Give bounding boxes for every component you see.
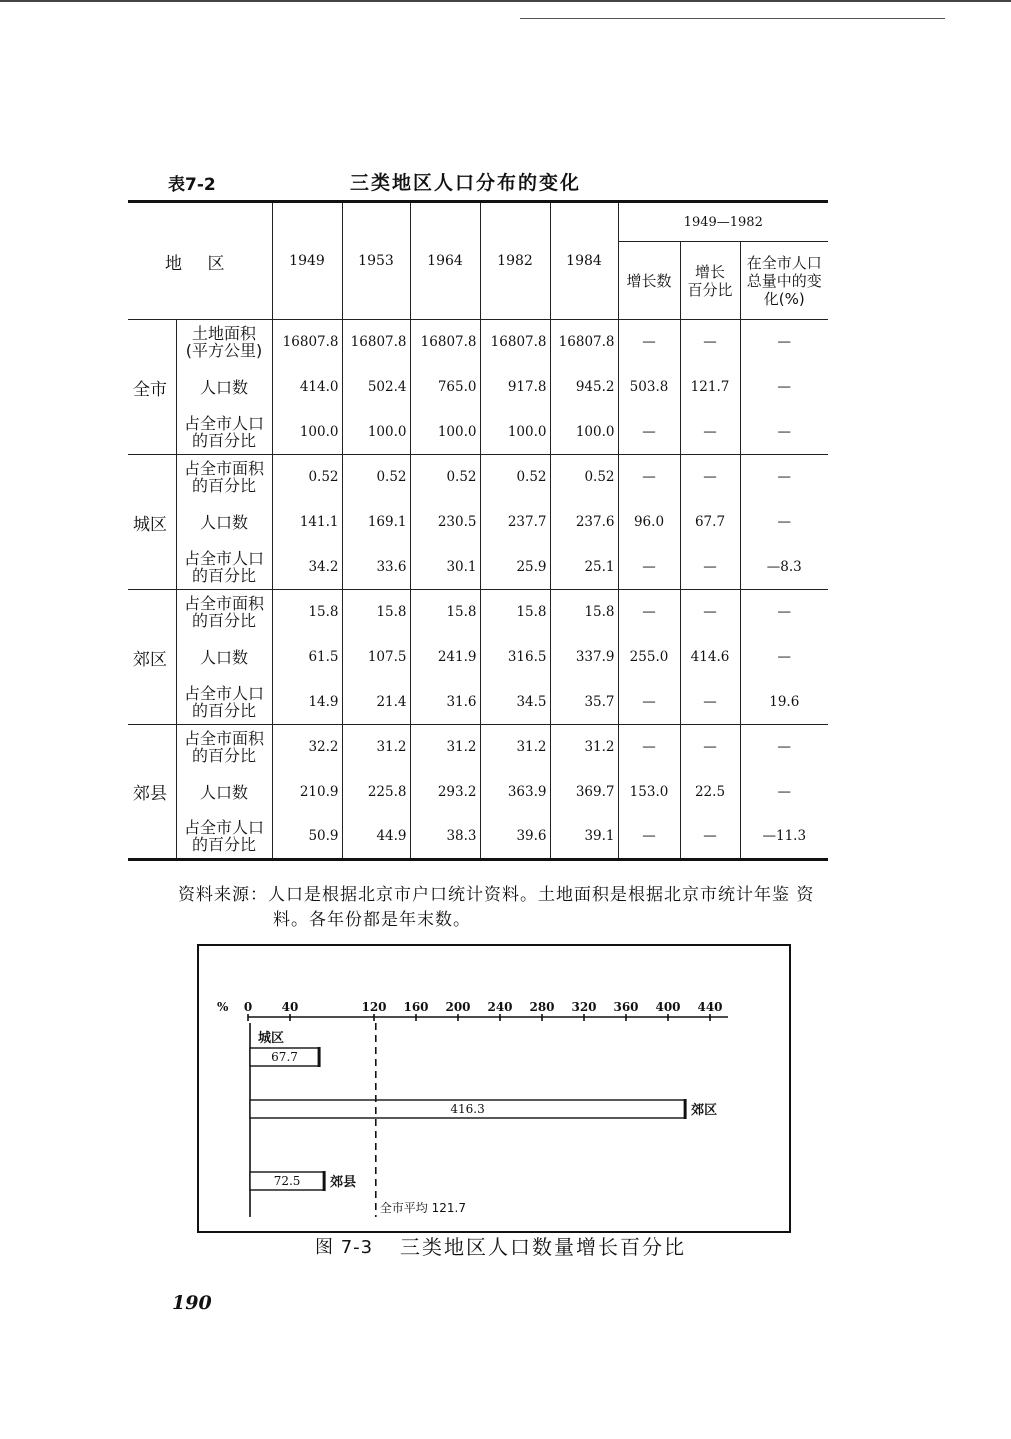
item-label-line: 的百分比 [191,476,256,496]
growth-pct-cell: — [680,725,740,770]
value-cell-1949: 100.0 [272,410,342,455]
item-label-line: 占全市人口 [183,548,264,568]
value-cell-1949: 50.9 [272,815,342,860]
header-rule [520,18,945,19]
header-change-line: 在全市人口 [746,253,822,272]
value-cell-1982: 316.5 [480,635,550,680]
growth-cell: 153.0 [618,770,680,815]
table-row [128,320,828,365]
growth-pct-cell: — [680,320,740,365]
header-year-1953: 1953 [342,202,410,320]
header-growth-pct [680,242,740,320]
x-axis-unit: % [217,1000,229,1014]
growth-cell: 503.8 [618,365,680,410]
growth-cell: 255.0 [618,635,680,680]
item-label-line: 人口数 [199,377,248,397]
item-label [176,590,272,635]
header-period: 1949—1982 [618,202,828,242]
growth-cell: — [618,455,680,500]
item-label-line: 占全市面积 [183,594,264,614]
item-label [176,545,272,590]
change-cell: — [740,770,828,815]
value-cell-1964: 31.2 [410,725,480,770]
value-cell-1982: 34.5 [480,680,550,725]
value-cell-1964: 241.9 [410,635,480,680]
value-cell-1982: 31.2 [480,725,550,770]
item-label [176,365,272,410]
bar-category-label: 郊县 [330,1175,357,1190]
value-cell-1953: 0.52 [342,455,410,500]
source-note-line: 人口是根据北京市户口统计资料。土地面积是根据北京市统计年鉴 资 [268,885,815,905]
x-tick-label: 240 [487,1000,513,1014]
bar-value-label: 67.7 [271,1050,298,1064]
value-cell-1953: 15.8 [342,590,410,635]
growth-cell: — [618,545,680,590]
growth-pct-cell: 414.6 [680,635,740,680]
header-year-1964: 1964 [410,202,480,320]
growth-pct-cell: — [680,680,740,725]
value-cell-1964: 15.8 [410,590,480,635]
header-region: 地 区 [128,202,272,320]
change-cell: — [740,725,828,770]
table-row [128,590,828,635]
header-change-line: 总量中的变 [746,271,822,290]
growth-cell: — [618,410,680,455]
growth-percentage-bar-chart [195,935,800,1235]
value-cell-1984: 100.0 [550,410,618,455]
reference-line-label: 全市平均 121.7 [379,1201,466,1215]
x-tick-label: 440 [697,1000,723,1014]
header-year-1984: 1984 [550,202,618,320]
header-growth-pct-line: 百分比 [687,280,733,299]
value-cell-1964: 38.3 [410,815,480,860]
region-cell: 全市 [128,320,176,455]
table-row [128,545,828,590]
growth-cell: — [618,590,680,635]
value-cell-1982: 917.8 [480,365,550,410]
scan-top-edge [0,0,1011,2]
value-cell-1953: 100.0 [342,410,410,455]
value-cell-1949: 32.2 [272,725,342,770]
value-cell-1984: 16807.8 [550,320,618,365]
header-year-1949: 1949 [272,202,342,320]
table-row [128,770,828,815]
value-cell-1982: 16807.8 [480,320,550,365]
bar-category-label: 城区 [258,1031,285,1046]
item-label-line: 占全市人口 [183,413,264,433]
item-label-line: 人口数 [199,512,248,532]
figure-caption-title: 三类地区人口数量增长百分比 [400,1235,686,1259]
population-distribution-table [128,200,828,861]
growth-pct-cell: — [680,815,740,860]
value-cell-1964: 30.1 [410,545,480,590]
header-year-1982: 1982 [480,202,550,320]
item-label [176,455,272,500]
source-note-line: 料。各年份都是年末数。 [273,910,471,930]
source-note-label: 资料来源： [178,885,268,905]
value-cell-1953: 169.1 [342,500,410,545]
value-cell-1984: 945.2 [550,365,618,410]
value-cell-1984: 35.7 [550,680,618,725]
value-cell-1982: 15.8 [480,590,550,635]
value-cell-1949: 16807.8 [272,320,342,365]
table-row [128,680,828,725]
item-label [176,815,272,860]
value-cell-1949: 15.8 [272,590,342,635]
value-cell-1953: 21.4 [342,680,410,725]
value-cell-1953: 16807.8 [342,320,410,365]
figure-caption-label: 图 7-3 [315,1237,374,1258]
value-cell-1964: 16807.8 [410,320,480,365]
item-label-line: 的百分比 [191,835,256,855]
table-row [128,500,828,545]
region-cell: 郊县 [128,725,176,860]
value-cell-1949: 210.9 [272,770,342,815]
value-cell-1949: 141.1 [272,500,342,545]
growth-pct-cell: 67.7 [680,500,740,545]
value-cell-1984: 25.1 [550,545,618,590]
header-growth: 增长数 [618,242,680,320]
table-row [128,410,828,455]
value-cell-1949: 61.5 [272,635,342,680]
value-cell-1953: 33.6 [342,545,410,590]
region-cell: 郊区 [128,590,176,725]
growth-pct-cell: 22.5 [680,770,740,815]
value-cell-1949: 34.2 [272,545,342,590]
value-cell-1964: 31.6 [410,680,480,725]
value-cell-1982: 100.0 [480,410,550,455]
item-label-line: 的百分比 [191,700,256,720]
growth-pct-cell: — [680,455,740,500]
value-cell-1984: 337.9 [550,635,618,680]
item-label-line: 占全市面积 [183,459,264,479]
item-label-line: 的百分比 [191,430,256,450]
value-cell-1953: 31.2 [342,725,410,770]
source-note [178,880,814,905]
table-row [128,635,828,680]
item-label-line: 的百分比 [191,611,256,631]
value-cell-1953: 502.4 [342,365,410,410]
value-cell-1984: 39.1 [550,815,618,860]
growth-pct-cell: 121.7 [680,365,740,410]
table-row [128,725,828,770]
header-growth-pct-line: 增长 [694,262,725,281]
item-label-line: 占全市人口 [183,683,264,703]
item-label-line: 人口数 [199,647,248,667]
table-label: 表7-2 [168,175,216,195]
growth-cell: — [618,680,680,725]
value-cell-1984: 237.6 [550,500,618,545]
value-cell-1949: 14.9 [272,680,342,725]
growth-pct-cell: — [680,545,740,590]
change-cell: — [740,365,828,410]
change-cell: — [740,590,828,635]
item-label [176,635,272,680]
value-cell-1982: 237.7 [480,500,550,545]
item-label-line: 占全市人口 [183,818,264,838]
x-tick-label: 360 [613,1000,639,1014]
value-cell-1982: 39.6 [480,815,550,860]
header-row [128,202,828,242]
x-tick-label: 320 [571,1000,597,1014]
item-label-line: 占全市面积 [183,729,264,749]
value-cell-1982: 0.52 [480,455,550,500]
change-cell: — [740,455,828,500]
header-change-line: 化(%) [763,289,805,308]
item-label [176,500,272,545]
x-tick-label: 160 [403,1000,429,1014]
growth-cell: — [618,815,680,860]
value-cell-1964: 0.52 [410,455,480,500]
change-cell: — [740,410,828,455]
value-cell-1964: 293.2 [410,770,480,815]
growth-cell: — [618,725,680,770]
item-label-line: (平方公里) [185,341,263,361]
change-cell: — [740,500,828,545]
value-cell-1953: 107.5 [342,635,410,680]
item-label-line: 土地面积 [191,324,256,344]
value-cell-1964: 230.5 [410,500,480,545]
x-tick-label: 40 [281,1000,299,1014]
value-cell-1953: 225.8 [342,770,410,815]
header-change [740,242,828,320]
value-cell-1964: 100.0 [410,410,480,455]
value-cell-1982: 363.9 [480,770,550,815]
x-tick-label: 400 [655,1000,681,1014]
value-cell-1953: 44.9 [342,815,410,860]
change-cell: —11.3 [740,815,828,860]
item-label [176,770,272,815]
value-cell-1984: 15.8 [550,590,618,635]
change-cell: 19.6 [740,680,828,725]
table-row [128,365,828,410]
x-tick-label: 280 [529,1000,555,1014]
page-number: 190 [172,1292,212,1314]
growth-cell: 96.0 [618,500,680,545]
table-row [128,815,828,860]
bar-value-label: 416.3 [450,1102,485,1116]
value-cell-1949: 414.0 [272,365,342,410]
x-tick-label: 120 [361,1000,387,1014]
item-label [176,410,272,455]
bar-category-label: 郊区 [691,1103,718,1118]
change-cell: — [740,320,828,365]
bar-value-label: 72.5 [273,1174,301,1188]
item-label-line: 的百分比 [191,746,256,766]
growth-pct-cell: — [680,590,740,635]
value-cell-1984: 31.2 [550,725,618,770]
growth-cell: — [618,320,680,365]
item-label [176,725,272,770]
value-cell-1949: 0.52 [272,455,342,500]
value-cell-1982: 25.9 [480,545,550,590]
x-tick-label: 0 [243,1000,253,1014]
item-label [176,680,272,725]
item-label-line: 人口数 [199,782,248,802]
region-cell: 城区 [128,455,176,590]
x-tick-label: 200 [445,1000,471,1014]
item-label [176,320,272,365]
value-cell-1984: 369.7 [550,770,618,815]
value-cell-1964: 765.0 [410,365,480,410]
item-label-line: 的百分比 [191,565,256,585]
value-cell-1984: 0.52 [550,455,618,500]
table-row [128,455,828,500]
table-body [128,320,828,860]
change-cell: — [740,635,828,680]
growth-pct-cell: — [680,410,740,455]
change-cell: —8.3 [740,545,828,590]
table-title: 三类地区人口分布的变化 [350,172,582,194]
